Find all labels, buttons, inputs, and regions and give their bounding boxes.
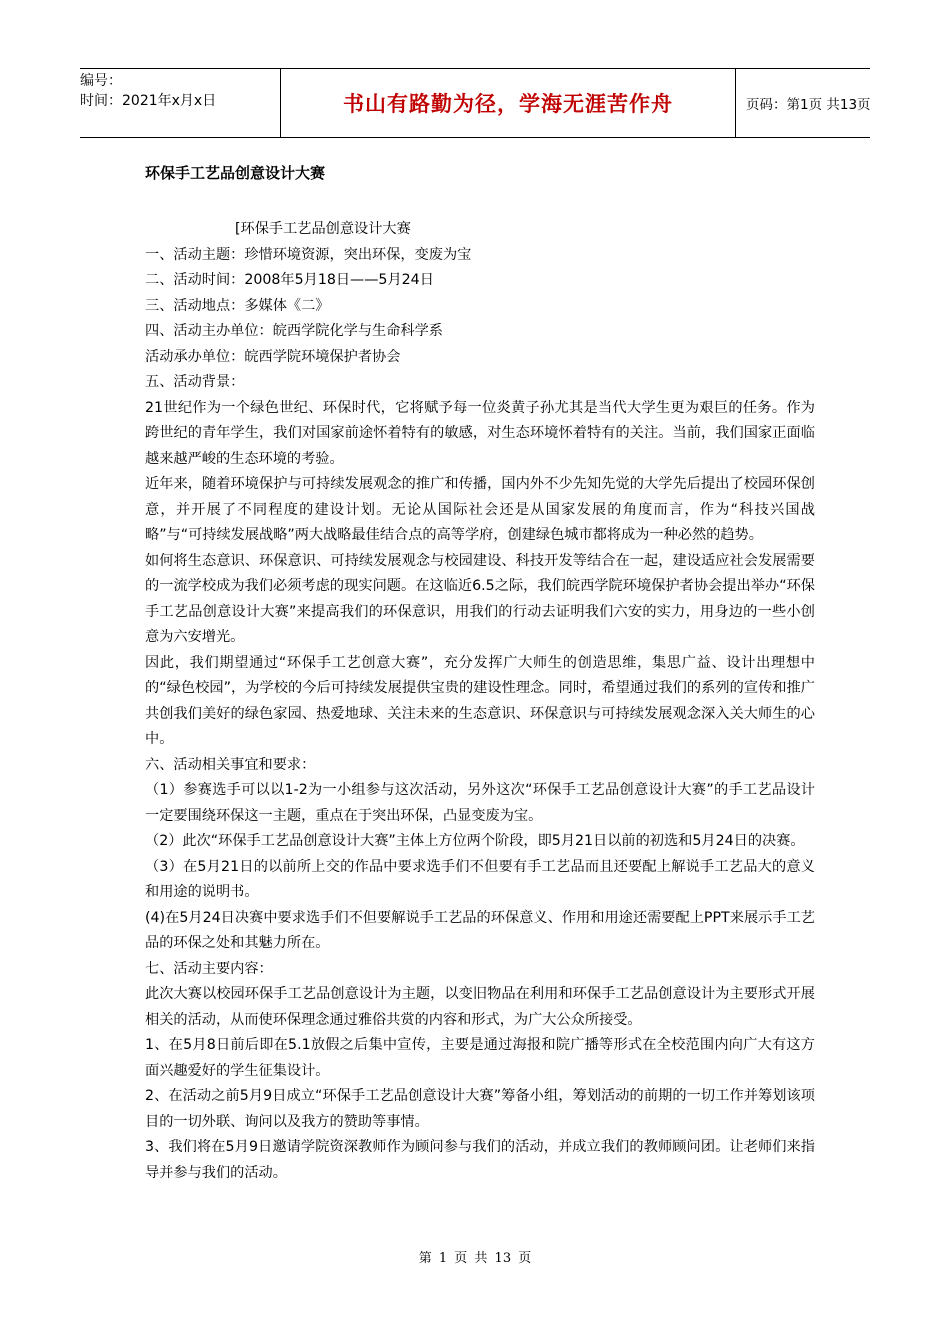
paragraph: 近年来，随着环境保护与可持续发展观念的推广和传播，国内外不少先知先觉的大学先后提出了校园环保创意，并开展了不同程度的建设计划。无论从国际社会还是从国家发展的角度而言，作为“科技兴国战略”与“可持续发展战略”两大战略最佳结合点的高等学府，创建绿色城市都将成为一种必然的趋势。: [145, 476, 815, 543]
page-footer: 第 1 页 共 13 页: [418, 1251, 532, 1266]
paragraph: 四、活动主办单位：皖西学院化学与生命科学系: [145, 323, 443, 339]
paragraph: 一、活动主题：珍惜环境资源，突出环保，变废为宝: [145, 246, 472, 263]
paragraph: （2）此次“环保手工艺品创意设计大赛”主体上方位两个阶段，即5月21日以前的初选和5月24日的决赛。: [145, 833, 805, 849]
paragraph: （3）在5月21日的以前所上交的作品中要求选手们不但要有手工艺品而且还要配上解说手工艺品大的意义和用途的说明书。: [145, 858, 815, 900]
paragraph: 如何将生态意识、环保意识、可持续发展观念与校园建设、科技开发等结合在一起，建设适应社会发展需要的一流学校成为我们必须考虑的现实问题。在这临近6.5之际，我们皖西学院环境保护者协会提出举办“环保手工艺品创意设计大赛”来提高我们的环保意识，用我们的行动去证明我们六安的实力，用身边的一些小创意为六安增光。: [145, 552, 815, 645]
paragraph: （1）参赛选手可以以1-2为一小组参与这次活动，另外这次“环保手工艺品创意设计大赛”的手工艺品设计一定要围绕环保这一主题，重点在于突出环保，凸显变废为宝。: [145, 782, 815, 824]
page-header: [80, 68, 870, 138]
header-motto: 书山有路勤为径，学海无涯苦作舟: [343, 92, 673, 116]
paragraph: 21世纪作为一个绿色世纪、环保时代，它将赋予每一位炎黄子孙尤其是当代大学生更为艰巨的任务。作为跨世纪的青年学生，我们对国家前途怀着特有的敏感，对生态环境怀着特有的关注。当前，我们国家正面临越来越严峻的生态环境的考验。: [145, 399, 815, 467]
paragraph: 三、活动地点：多媒体《二》: [145, 297, 330, 314]
paragraph: 因此，我们期望通过“环保手工艺创意大赛”，充分发挥广大师生的创造思维，集思广益、设计出理想中的“绿色校园”，为学校的今后可持续发展提供宝贵的建设性理念。同时，希望通过我们的系列的宣传和推广共创我们美好的绿色家园、热爱地球、关注未来的生态意识、环保意识与可持续发展观念深入关大师生的心中。: [145, 654, 815, 747]
header-number-label: 编号：: [80, 73, 122, 89]
paragraph: 此次大赛以校园环保手工艺品创意设计为主题，以变旧物品在利用和环保手工艺品创意设计为主要形式开展相关的活动，从而使环保理念通过雅俗共赏的内容和形式，为广大公众所接受。: [145, 986, 815, 1028]
paragraph: 六、活动相关事宜和要求：: [145, 756, 316, 773]
document-title: 环保手工艺品创意设计大赛: [145, 164, 326, 182]
paragraph: 五、活动背景：: [145, 374, 245, 390]
paragraph: (4)在5月24日决赛中要求选手们不但要解说手工艺品的环保意义、作用和用途还需要配上PPT来展示手工艺品的环保之处和其魅力所在。: [145, 909, 815, 951]
paragraph: 1、在5月8日前后即在5.1放假之后集中宣传，主要是通过海报和院广播等形式在全校范围内向广大有这方面兴趣爱好的学生征集设计。: [145, 1037, 815, 1079]
paragraph: 七、活动主要内容：: [145, 960, 273, 977]
paragraph: 二、活动时间：2008年5月18日——5月24日: [145, 272, 434, 288]
document-subtitle: [环保手工艺品创意设计大赛: [235, 221, 411, 237]
header-page-info: 页码：第1页 共13页: [746, 97, 871, 113]
document-body: [145, 217, 815, 1186]
paragraph: 2、在活动之前5月9日成立“环保手工艺品创意设计大赛”筹备小组，筹划活动的前期的一切工作并筹划该项目的一切外联、询问以及我方的赞助等事情。: [145, 1088, 815, 1130]
paragraph: 3、我们将在5月9日邀请学院资深教师作为顾问参与我们的活动，并成立我们的教师顾问团。让老师们来指导并参与我们的活动。: [145, 1139, 815, 1181]
header-date: 时间：2021年x月x日: [80, 93, 217, 109]
header-meta: [80, 69, 280, 137]
paragraph: 活动承办单位：皖西学院环境保护者协会: [145, 348, 401, 365]
